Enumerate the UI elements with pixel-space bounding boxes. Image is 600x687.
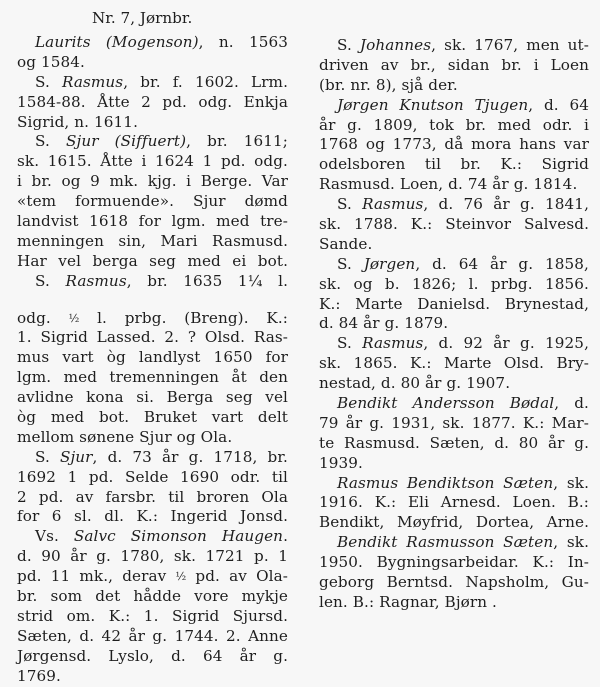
text-run: (br. nr. 8), sjå der. (319, 75, 458, 94)
text-line (319, 76, 589, 96)
text-run: te Rasmusd. Sæten, d. 80 år g. (319, 433, 589, 452)
text-line (17, 647, 288, 667)
text-line (17, 53, 288, 73)
text-line (17, 252, 288, 272)
text-run: mellom sønene Sjur og Ola. (17, 427, 233, 446)
text-run: sk. og b. 1826; l. prbg. 1856. (319, 274, 589, 293)
text-line (319, 334, 589, 354)
text-run: driven av br., sidan br. i Loen (319, 55, 589, 74)
text-run: Sande. (319, 234, 373, 253)
text-run: S. (337, 36, 360, 54)
text-run: sk. 1788. K.: Steinvor Salvesd. (319, 215, 589, 234)
text-line (319, 314, 589, 334)
italic-name: Rasmus (61, 72, 124, 91)
page-header: Nr. 7, Jørnbr. (92, 9, 193, 27)
text-run: Har vel berga seg med ei bot. (17, 251, 288, 270)
text-line (17, 132, 288, 152)
text-run: år g. 1809, tok br. med odr. i (319, 115, 589, 134)
text-line (17, 348, 288, 368)
text-run: d. 84 år g. 1879. (319, 314, 449, 333)
text-run: , sk. (553, 473, 590, 492)
text-run: , d. 73 år g. 1718, br. (92, 447, 288, 466)
text-run: odg. (17, 308, 69, 327)
text-run: , sk. (553, 533, 590, 552)
text-line (17, 368, 288, 388)
text-run: pd. 11 mk., derav (17, 567, 176, 586)
text-run: 79 år g. 1931, sk. 1877. K.: Mar- (319, 413, 589, 432)
text-run: Rasmusd. Loen, d. 74 år g. 1814. (319, 175, 578, 194)
text-run: S. (35, 271, 66, 290)
italic-name: Rasmus (362, 195, 424, 214)
text-line (17, 93, 288, 113)
italic-name: Rasmus (362, 334, 424, 353)
italic-name: Rasmus Bendiktson Sæten (337, 473, 554, 492)
text-line (17, 507, 288, 527)
text-run: 1950. Bygningsarbeidar. K.: In- (319, 553, 589, 572)
text-line (319, 36, 589, 56)
text-run: 1. Sigrid Lassed. 2. ? Olsd. Ras- (17, 328, 288, 347)
text-line (319, 175, 589, 195)
text-line (319, 235, 589, 255)
text-run: 1769. (17, 666, 61, 685)
italic-name: Bendikt Andersson Bødal (337, 394, 555, 413)
text-line (319, 275, 589, 295)
text-line (17, 113, 288, 133)
text-line (319, 96, 589, 116)
text-line (319, 533, 589, 553)
text-run: S. (337, 254, 364, 273)
text-line (319, 394, 589, 414)
text-run: 1584-88. Åtte 2 pd. odg. Enkja (17, 92, 288, 111)
italic-name: Rasmus (65, 271, 127, 290)
text-run: . (283, 527, 288, 546)
text-run: òg med bot. Bruket vart delt (17, 408, 288, 427)
text-run: l. prbg. (Breng). K.: (79, 308, 288, 327)
text-run: len. B.: Ragnar, Bjørn . (319, 592, 497, 611)
text-line (17, 192, 288, 212)
text-run: , d. 76 år g. 1841, (423, 195, 589, 214)
text-run: Vs. (35, 527, 74, 546)
text-run: Jørgensd. Lyslo, d. 64 år g. (17, 646, 288, 665)
text-run: og 1584. (17, 52, 85, 71)
text-line (319, 215, 589, 235)
text-run: S. (35, 132, 66, 151)
text-run: lgm. med tremenningen åt den (17, 368, 288, 387)
text-run: Bendikt, Møyfrid, Dortea, Arne. (319, 513, 589, 532)
text-line (17, 212, 288, 232)
text-run: , d. 64 (528, 95, 589, 114)
text-run: pd. av Ola- (186, 567, 288, 586)
text-run: , br. 1635 1¼ l. (126, 271, 288, 290)
text-line (17, 587, 288, 607)
text-run: 2 pd. av farsbr. til broren Ola (17, 487, 288, 506)
text-line (17, 388, 288, 408)
text-run: 1939. (319, 453, 363, 472)
text-line (17, 547, 288, 567)
text-line (17, 408, 288, 428)
text-run: sk. 1615. Åtte i 1624 1 pd. odg. (17, 152, 288, 171)
text-line (17, 448, 288, 468)
fraction: ½ (68, 311, 80, 325)
text-run: , br. 1611; (186, 132, 288, 151)
text-line (17, 488, 288, 508)
text-line (17, 232, 288, 252)
text-run: , sk. 1767, men ut- (431, 36, 589, 54)
text-line (17, 152, 288, 172)
text-line (17, 272, 288, 292)
italic-name: Jørgen (363, 254, 416, 273)
text-line (319, 56, 589, 76)
text-run: i br. og 9 mk. kjg. i Berge. Var (17, 172, 288, 191)
text-line (17, 627, 288, 647)
text-line (17, 33, 288, 53)
text-line (17, 567, 288, 587)
italic-name: Johannes (359, 36, 432, 54)
text-run: S. (35, 72, 62, 91)
text-run: S. (337, 195, 363, 214)
text-run: strid om. K.: 1. Sigrid Sjursd. (17, 606, 288, 625)
text-line (17, 667, 288, 687)
text-line (17, 428, 288, 448)
text-run: K.: Marte Danielsd. Brynestad, (319, 294, 589, 313)
text-line (319, 116, 589, 136)
italic-name: Salvc Simonson Haugen (73, 527, 284, 546)
italic-name: Sjur (Siffuert) (66, 132, 187, 151)
paragraph-gap (17, 292, 288, 309)
text-line (319, 434, 589, 454)
text-run: menningen sin, Mari Rasmusd. (17, 231, 288, 250)
text-run: 1768 og 1773, då mora hans var (319, 135, 589, 154)
text-run: , n. 1563 (198, 33, 288, 51)
right-column (319, 36, 589, 613)
text-run: S. (35, 447, 60, 466)
text-run: Sigrid, n. 1611. (17, 112, 138, 131)
text-run: for 6 sl. dl. K.: Ingerid Jonsd. (17, 507, 288, 526)
text-run: mus vart òg landlyst 1650 for (17, 348, 288, 367)
text-line (319, 593, 589, 613)
text-run: odelsboren til br. K.: Sigrid (319, 155, 589, 174)
text-run: sk. 1865. K.: Marte Olsd. Bry- (319, 354, 589, 373)
fraction: ½ (175, 570, 187, 584)
text-line (319, 553, 589, 573)
text-line (319, 255, 589, 275)
text-line (319, 513, 589, 533)
text-run: 1692 1 pd. Selde 1690 odr. til (17, 467, 288, 486)
text-run: d. 90 år g. 1780, sk. 1721 p. 1 (17, 547, 288, 566)
text-run: br. som det hådde vore mykje (17, 587, 288, 606)
left-column (17, 33, 288, 687)
text-line (17, 527, 288, 547)
italic-name: Bendikt Rasmusson Sæten (337, 533, 554, 552)
text-line (319, 135, 589, 155)
text-run: 1916. K.: Eli Arnesd. Loen. B.: (319, 493, 589, 512)
text-line (319, 155, 589, 175)
text-line (319, 195, 589, 215)
text-line (17, 607, 288, 627)
text-line (17, 309, 288, 329)
text-line (319, 573, 589, 593)
text-run: avlidne kona si. Berga seg vel (17, 388, 288, 407)
text-run: Sæten, d. 42 år g. 1744. 2. Anne (17, 626, 288, 645)
text-run: nestad, d. 80 år g. 1907. (319, 374, 511, 393)
text-line (319, 374, 589, 394)
text-run: , br. f. 1602. Lrm. (123, 72, 288, 91)
text-run: «tem formuende». Sjur dømd (17, 192, 288, 211)
italic-name: Jørgen Knutson Tjugen (337, 95, 529, 114)
italic-name: Laurits (Mogenson) (35, 33, 199, 51)
text-run: , d. 92 år g. 1925, (423, 334, 589, 353)
text-run: geborg Berntsd. Napsholm, Gu- (319, 573, 589, 592)
text-line (319, 295, 589, 315)
italic-name: Sjur (59, 447, 93, 466)
text-run: , d. (554, 394, 589, 413)
text-line (319, 474, 589, 494)
text-line (17, 328, 288, 348)
text-run: landvist 1618 for lgm. med tre- (17, 212, 288, 231)
text-line (319, 454, 589, 474)
text-line (319, 354, 589, 374)
text-line (17, 468, 288, 488)
text-line (319, 493, 589, 513)
text-line (319, 414, 589, 434)
text-run: S. (337, 334, 363, 353)
text-run: , d. 64 år g. 1858, (415, 254, 589, 273)
text-line (17, 73, 288, 93)
text-line (17, 172, 288, 192)
